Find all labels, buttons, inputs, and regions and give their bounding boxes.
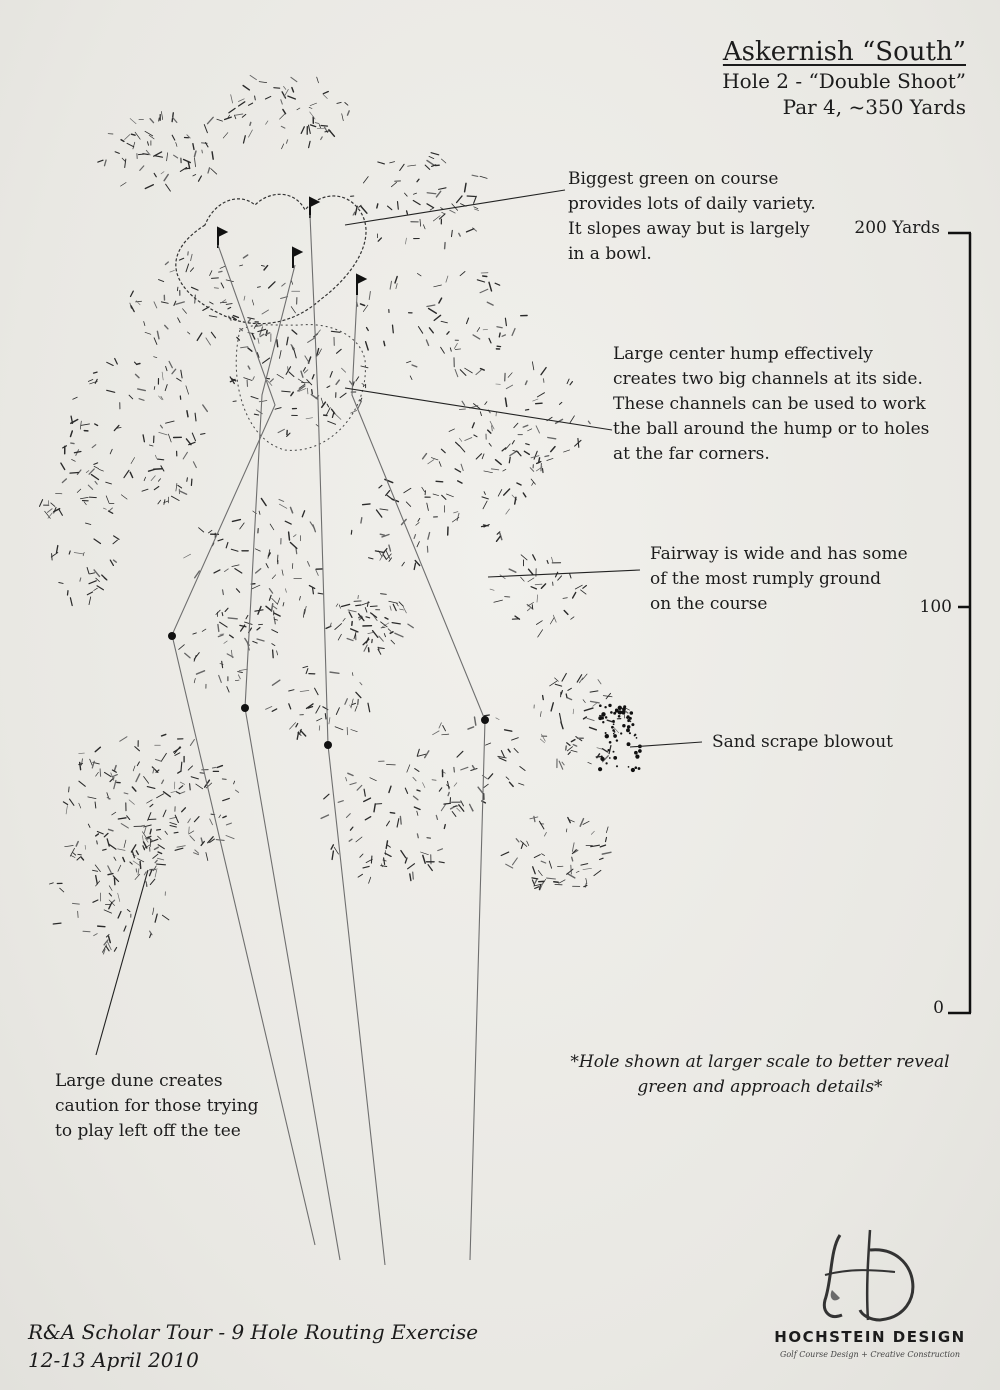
sand-annotation: Sand scrape blowout [712,732,893,752]
hd-monogram [770,1220,970,1330]
hump-annotation: Large center hump effectively creates two big channels at its side. These channels can be used to work the ball around the hump or to holes at the far corners. [613,344,930,464]
logo-tagline: Golf Course Design + Creative Construction [779,1350,961,1359]
leader-lines [96,190,702,1055]
scale-label-0: 0 [933,998,944,1018]
layup-dots [168,632,489,749]
footer-date: 12-13 April 2010 [28,1348,199,1372]
hole-name: Hole 2 - “Double Shoot” [722,69,966,93]
green-outline [176,194,366,323]
terrain-texture [40,75,642,954]
course-title: Askernish “South” [722,37,966,67]
hochstein-logo [770,1220,970,1380]
footer [28,1318,478,1374]
green-annotation: Biggest green on course provides lots of daily variety. It slopes away but is largely in a bowl. [568,169,816,264]
logo-name: HOCHSTEIN DESIGN [774,1328,966,1346]
scale-footnote: *Hole shown at larger scale to better reveal green and approach details* [570,1052,950,1097]
scale-label-200: 200 Yards [854,218,940,238]
dune-annotation: Large dune creates caution for those trying to play left off the tee [55,1071,259,1141]
fairway-annotation: Fairway is wide and has some of the most rumply ground on the course [650,544,908,614]
footer-event: R&A Scholar Tour - 9 Hole Routing Exercise [28,1320,479,1344]
scale-label-100: 100 [919,597,952,617]
scale-bar [948,233,971,1013]
title-block [722,36,966,120]
par-yardage: Par 4, ~350 Yards [782,95,966,119]
